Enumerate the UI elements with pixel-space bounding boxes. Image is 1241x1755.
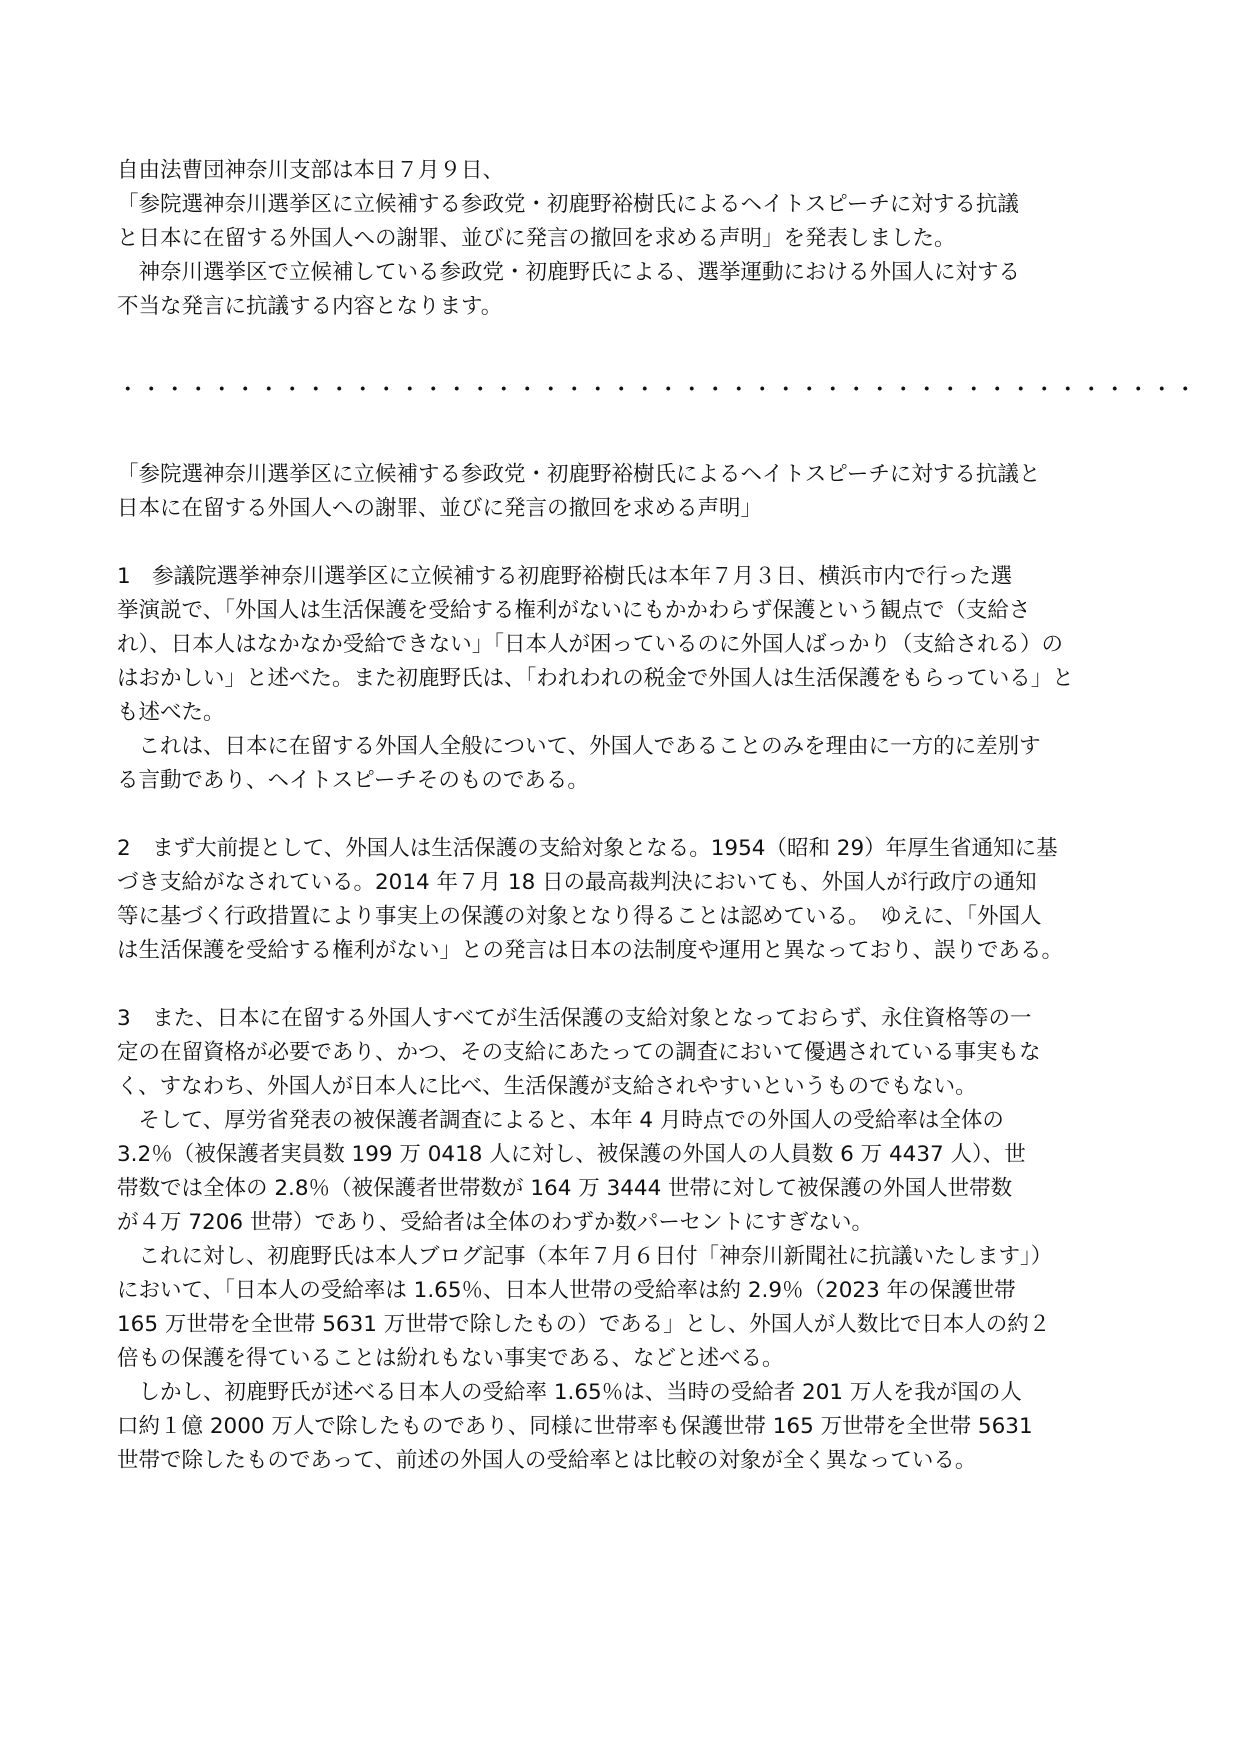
- statement-title-line: 「参院選神奈川選挙区に立候補する参政党・初鹿野裕樹氏によるヘイトスピーチに対する抗議と: [117, 462, 1041, 487]
- dotted-separator: ・・・・・・・・・・・・・・・・・・・・・・・・・・・・・・・・・・・・・・・・・・・・・・: [117, 378, 1199, 403]
- section-2-line: 2 まず大前提として、外国人は生活保護の支給対象となる。1954（昭和 29）年厚生省通知に基: [117, 836, 1058, 861]
- intro-line: 神奈川選挙区で立候補している参政党・初鹿野氏による、選挙運動における外国人に対する: [117, 260, 1021, 285]
- spacer: [117, 968, 1137, 1002]
- spacer: [117, 526, 1137, 560]
- section-1-line: る言動であり、ヘイトスピーチそのものである。: [117, 768, 589, 793]
- section-3-line: が４万 7206 世帯）であり、受給者は全体のわずか数パーセントにすぎない。: [117, 1210, 873, 1235]
- section-2-line: 等に基づく行政措置により事実上の保護の対象となり得ることは認めている。 ゆえに、「外国人: [117, 904, 1042, 929]
- section-2-line: づき支給がなされている。2014 年７月 18 日の最高裁判決においても、外国人が行政庁の通知: [117, 870, 1037, 895]
- intro-line: 「参院選神奈川選挙区に立候補する参政党・初鹿野裕樹氏によるヘイトスピーチに対する抗議: [117, 192, 1019, 217]
- section-3-line: 3 また、日本に在留する外国人すべてが生活保護の支給対象となっておらず、永住資格等の一: [117, 1006, 1032, 1031]
- section-1-line: 挙演説で、「外国人は生活保護を受給する権利がないにもかかわらず保護という観点で（支給さ: [117, 598, 1031, 623]
- section-1-line: はおかしい」と述べた。また初鹿野氏は、「われわれの税金で外国人は生活保護をもらっている」と: [117, 666, 1074, 691]
- section-3-line: 倍もの保護を得ていることは紛れもない事実である、などと述べる。: [117, 1346, 784, 1371]
- intro-line: 自由法曹団神奈川支部は本日７月９日、: [117, 158, 505, 183]
- section-1-line: も述べた。: [117, 700, 225, 725]
- section-3-line: 口約１億 2000 万人で除したものであり、同様に世帯率も保護世帯 165 万世帯を全世帯 5631: [117, 1414, 1033, 1439]
- spacer: [117, 324, 1137, 374]
- section-1-line: これは、日本に在留する外国人全般について、外国人であることのみを理由に一方的に差別す: [117, 734, 1041, 759]
- section-2: [117, 832, 1137, 968]
- intro-line: と日本に在留する外国人への謝罪、並びに発言の撤回を求める声明」を発表しました。: [117, 226, 956, 251]
- spacer: [117, 408, 1137, 458]
- section-3-line: 世帯で除したものであって、前述の外国人の受給率とは比較の対象が全く異なっている。: [117, 1448, 977, 1473]
- section-1-line: れ）、日本人はなかなか受給できない」「日本人が困っているのに外国人ばっかり（支給される）の: [117, 632, 1064, 657]
- section-3-line: く、すなわち、外国人が日本人に比べ、生活保護が支給されやすいというものでもない。: [117, 1074, 977, 1099]
- section-3-line: 定の在留資格が必要であり、かつ、その支給にあたっての調査において優遇されている事実もな: [117, 1040, 1041, 1065]
- section-3-line: そして、厚労省発表の被保護者調査によると、本年 4 月時点での外国人の受給率は全体の: [117, 1108, 1004, 1133]
- spacer: [117, 798, 1137, 832]
- section-1: [117, 560, 1137, 798]
- intro-line: 不当な発言に抗議する内容となります。: [117, 294, 503, 319]
- document-page: [117, 154, 1199, 1478]
- section-3-line: 帯数では全体の 2.8％（被保護者世帯数が 164 万 3444 世帯に対して被保護の外国人世帯数: [117, 1176, 1013, 1201]
- section-1-line: 1 参議院選挙神奈川選挙区に立候補する初鹿野裕樹氏は本年７月３日、横浜市内で行った選: [117, 564, 1013, 589]
- section-3-line: において、「日本人の受給率は 1.65％、日本人世帯の受給率は約 2.9％（2023 年の保護世帯: [117, 1278, 1016, 1303]
- section-3-line: 165 万世帯を全世帯 5631 万世帯で除したもの）である」とし、外国人が人数比で日本人の約２: [117, 1312, 1051, 1337]
- statement-title-line: 日本に在留する外国人への謝罪、並びに発言の撤回を求める声明」: [117, 496, 763, 521]
- intro-paragraph: [117, 154, 1137, 324]
- section-2-line: は生活保護を受給する権利がない」との発言は日本の法制度や運用と異なっており、誤りである。: [117, 938, 1064, 963]
- section-3: [117, 1002, 1137, 1478]
- statement-title: [117, 458, 1137, 526]
- section-3-line: しかし、初鹿野氏が述べる日本人の受給率 1.65％は、当時の受給者 201 万人を我が国の人: [117, 1380, 1022, 1405]
- section-3-line: 3.2％（被保護者実員数 199 万 0418 人に対し、被保護の外国人の人員数 6 万 4437 人）、世: [117, 1142, 1026, 1167]
- section-3-line: これに対し、初鹿野氏は本人ブログ記事（本年７月６日付「神奈川新聞社に抗議いたします」）: [117, 1244, 1053, 1269]
